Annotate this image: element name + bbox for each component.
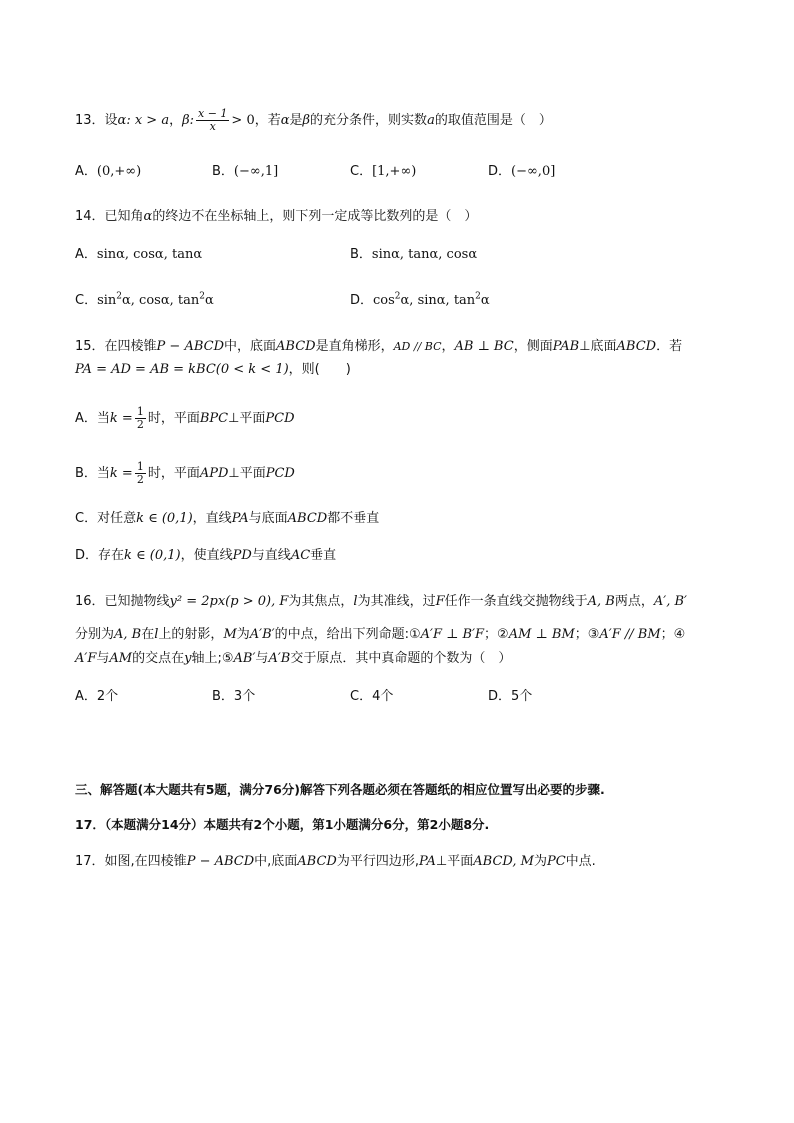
q15-stem-line2: PA = AD = AB = kBC(0 < k < 1)，则( )	[75, 362, 351, 377]
q16-option-d[interactable]: D．5个	[488, 689, 533, 704]
q16-stem-line1: 16．已知抛物线y² = 2px(p > 0), F为其焦点，l为其准线，过F任作一条直线交抛物线于A, B两点，A′, B′	[75, 594, 687, 609]
q16-option-a[interactable]: A．2个	[75, 689, 119, 704]
fraction: $\frac{1}{2}$	[136, 405, 144, 431]
q15-option-d[interactable]: D．存在k ∈ (0,1)，使直线PD与直线AC垂直	[75, 548, 337, 563]
fraction: $\frac{x - 1}{x}$	[198, 107, 228, 133]
q16-stem-line2: 分别为A, B在l上的射影，M为A′B′的中点，给出下列命题:①A′F ⊥ B′F；②AM ⊥ BM；③A′F // BM；④	[75, 627, 686, 642]
q15-option-a[interactable]: A．当k = $\frac{1}{2}$ 时，平面BPC⊥平面PCD	[75, 405, 295, 431]
q16-option-b[interactable]: B．3个	[212, 689, 256, 704]
q17-header: 17．（本题满分14分）本题共有2个小题，第1小题满分6分，第2小题8分.	[75, 817, 490, 832]
q13-option-a[interactable]: A．(0,+∞)	[75, 164, 142, 179]
q15-option-c[interactable]: C．对任意k ∈ (0,1)，直线PA与底面ABCD都不垂直	[75, 511, 380, 526]
q16-option-c[interactable]: C．4个	[350, 689, 394, 704]
q13-stem: 13．设α: x > a，β: $\frac{x - 1}{x}$ > 0，若α是β的充分条件，则实数a的取值范围是（ ）	[75, 107, 552, 133]
alpha-def: α: x > a	[117, 113, 170, 128]
q13-option-d[interactable]: D．(−∞,0]	[488, 164, 556, 179]
q14-option-c[interactable]: C．$\sin^2\alpha$, cosα, $\tan^2\alpha$	[75, 291, 214, 308]
q14-option-b[interactable]: B．sinα, tanα, cosα	[350, 247, 478, 262]
q15-stem-line1: 15．在四棱锥P − ABCD中，底面ABCD是直角梯形，AD // BC，AB ⊥ BC，侧面PAB⊥底面ABCD．若	[75, 339, 683, 354]
q16-stem-line3: A′F与AM的交点在y轴上;⑤AB′与A′B交于原点．其中真命题的个数为（ ）	[75, 651, 512, 666]
q15-option-b[interactable]: B．当k = $\frac{1}{2}$ 时，平面APD⊥平面PCD	[75, 460, 295, 486]
q14-option-d[interactable]: D．$\cos^2\alpha$, sinα, $\tan^2\alpha$	[350, 291, 490, 308]
q17-stem: 17．如图,在四棱锥P − ABCD中,底面ABCD为平行四边形,PA⊥平面ABCD, M为PC中点.	[75, 854, 596, 869]
fraction: $\frac{1}{2}$	[136, 460, 144, 486]
section-heading: 三、解答题(本大题共有5题，满分76分)解答下列各题必须在答题纸的相应位置写出必要的步骤.	[75, 782, 605, 797]
q13-option-b[interactable]: B．(−∞,1]	[212, 164, 279, 179]
q13-option-c[interactable]: C．[1,+∞)	[350, 164, 417, 179]
q14-stem: 14．已知角α的终边不在坐标轴上，则下列一定成等比数列的是（ ）	[75, 209, 478, 224]
q14-option-a[interactable]: A．sinα, cosα, tanα	[75, 247, 203, 262]
